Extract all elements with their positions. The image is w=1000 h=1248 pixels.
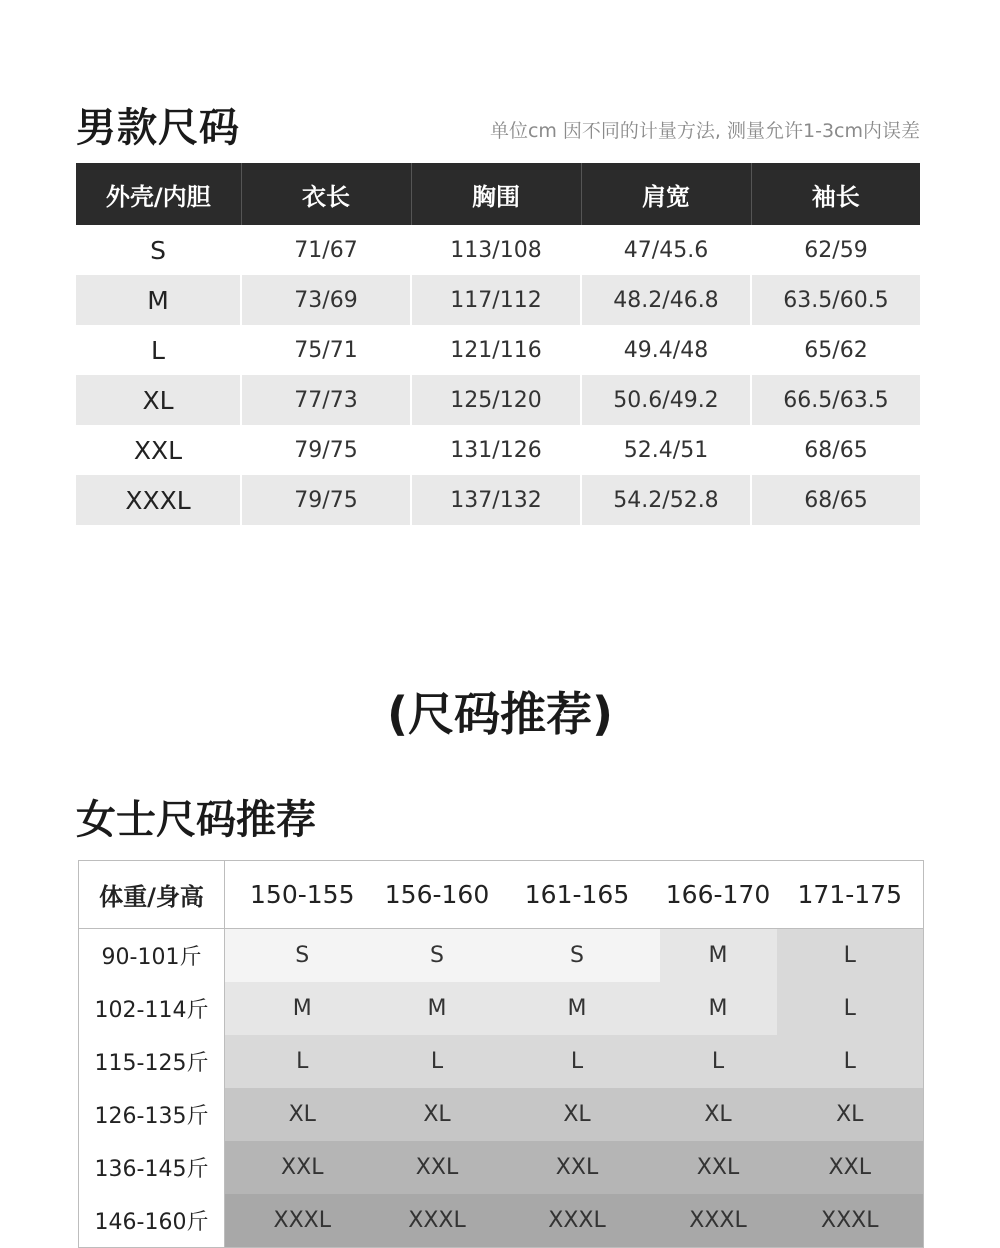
size-cell: XXL bbox=[660, 1141, 777, 1194]
size-cell: S bbox=[495, 929, 660, 983]
size-cell: M bbox=[495, 982, 660, 1035]
size-cell: XXL bbox=[76, 425, 241, 475]
table-cell: 113/108 bbox=[411, 225, 581, 275]
weight-cell: 126-135斤 bbox=[79, 1088, 225, 1141]
size-cell: S bbox=[380, 929, 495, 983]
header-height: 171-175 bbox=[777, 861, 924, 929]
header-height: 161-165 bbox=[495, 861, 660, 929]
size-cell: XXXL bbox=[495, 1194, 660, 1248]
table-row bbox=[76, 225, 920, 275]
weight-cell: 146-160斤 bbox=[79, 1194, 225, 1248]
table-cell: 75/71 bbox=[241, 325, 411, 375]
table-cell: 49.4/48 bbox=[581, 325, 751, 375]
table-row bbox=[79, 1088, 924, 1141]
table-cell: 52.4/51 bbox=[581, 425, 751, 475]
table-cell: 121/116 bbox=[411, 325, 581, 375]
table-cell: 47/45.6 bbox=[581, 225, 751, 275]
size-cell: XL bbox=[76, 375, 241, 425]
table-row bbox=[76, 275, 920, 325]
size-cell: M bbox=[380, 982, 495, 1035]
table-row bbox=[79, 929, 924, 983]
table-cell: 50.6/49.2 bbox=[581, 375, 751, 425]
size-cell: XXL bbox=[225, 1141, 380, 1194]
header-height: 156-160 bbox=[380, 861, 495, 929]
size-cell: XXL bbox=[380, 1141, 495, 1194]
table-cell: 66.5/63.5 bbox=[751, 375, 920, 425]
women-table-header bbox=[79, 861, 924, 929]
size-cell: XXL bbox=[495, 1141, 660, 1194]
size-cell: XXL bbox=[777, 1141, 924, 1194]
size-cell: L bbox=[225, 1035, 380, 1088]
unit-note: 单位cm 因不同的计量方法, 测量允许1-3cm内误差 bbox=[489, 120, 920, 142]
table-cell: 117/112 bbox=[411, 275, 581, 325]
weight-cell: 136-145斤 bbox=[79, 1141, 225, 1194]
table-cell: 79/75 bbox=[241, 425, 411, 475]
table-cell: 68/65 bbox=[751, 475, 920, 525]
size-cell: XL bbox=[225, 1088, 380, 1141]
table-cell: 65/62 bbox=[804, 337, 868, 363]
table-cell: 62/59 bbox=[804, 237, 868, 263]
women-size-title: 女士尺码推荐 bbox=[76, 797, 316, 843]
size-cell: L bbox=[777, 929, 924, 983]
table-cell: 131/126 bbox=[411, 425, 581, 475]
table-row bbox=[76, 325, 920, 375]
size-cell: M bbox=[225, 982, 380, 1035]
size-cell: XL bbox=[380, 1088, 495, 1141]
size-cell: XL bbox=[777, 1088, 924, 1141]
weight-cell: 115-125斤 bbox=[79, 1035, 225, 1088]
size-cell: M bbox=[76, 275, 241, 325]
size-cell: L bbox=[76, 325, 241, 375]
header-length: 衣长 bbox=[241, 163, 411, 225]
table-cell: 54.2/52.8 bbox=[581, 475, 751, 525]
size-cell: L bbox=[495, 1035, 660, 1088]
table-cell: 71/67 bbox=[241, 225, 411, 275]
size-cell: S bbox=[76, 225, 241, 275]
table-cell: 48.2/46.8 bbox=[581, 275, 751, 325]
size-cell: L bbox=[380, 1035, 495, 1088]
men-size-title: 男款尺码 bbox=[76, 105, 240, 151]
header-height: 150-155 bbox=[225, 861, 380, 929]
table-cell: 137/132 bbox=[411, 475, 581, 525]
header-shell-lining: 外壳/内胆 bbox=[76, 163, 241, 225]
size-recommend-heading: (尺码推荐) bbox=[386, 687, 614, 741]
table-row bbox=[79, 982, 924, 1035]
header-weight-height: 体重/身高 bbox=[79, 861, 225, 929]
weight-cell: 102-114斤 bbox=[79, 982, 225, 1035]
size-cell: M bbox=[660, 982, 777, 1035]
size-cell: L bbox=[660, 1035, 777, 1088]
table-cell: 73/69 bbox=[241, 275, 411, 325]
table-cell: 125/120 bbox=[411, 375, 581, 425]
size-cell: XXXL bbox=[225, 1194, 380, 1248]
table-cell: 77/73 bbox=[241, 375, 411, 425]
size-cell: XXXL bbox=[660, 1194, 777, 1248]
header-shoulder: 肩宽 bbox=[581, 163, 751, 225]
men-table-header bbox=[76, 163, 920, 225]
table-row bbox=[79, 1141, 924, 1194]
women-size-table bbox=[78, 860, 924, 1248]
size-cell: L bbox=[777, 982, 924, 1035]
table-row bbox=[79, 1035, 924, 1088]
size-cell: XXXL bbox=[777, 1194, 924, 1248]
size-cell: L bbox=[777, 1035, 924, 1088]
size-cell: XXXL bbox=[380, 1194, 495, 1248]
table-row bbox=[79, 1194, 924, 1248]
weight-cell: 90-101斤 bbox=[79, 929, 225, 983]
size-cell: XXXL bbox=[76, 475, 241, 525]
size-cell: XL bbox=[660, 1088, 777, 1141]
table-row bbox=[76, 475, 920, 525]
size-cell: M bbox=[660, 929, 777, 983]
size-cell: XL bbox=[495, 1088, 660, 1141]
table-cell: 68/65 bbox=[804, 437, 868, 463]
table-row bbox=[76, 375, 920, 425]
header-sleeve: 袖长 bbox=[751, 163, 920, 225]
men-size-table bbox=[76, 163, 920, 525]
size-cell: S bbox=[225, 929, 380, 983]
table-row bbox=[76, 425, 920, 475]
table-cell: 79/75 bbox=[241, 475, 411, 525]
header-height: 166-170 bbox=[660, 861, 777, 929]
header-chest: 胸围 bbox=[411, 163, 581, 225]
table-cell: 63.5/60.5 bbox=[751, 275, 920, 325]
